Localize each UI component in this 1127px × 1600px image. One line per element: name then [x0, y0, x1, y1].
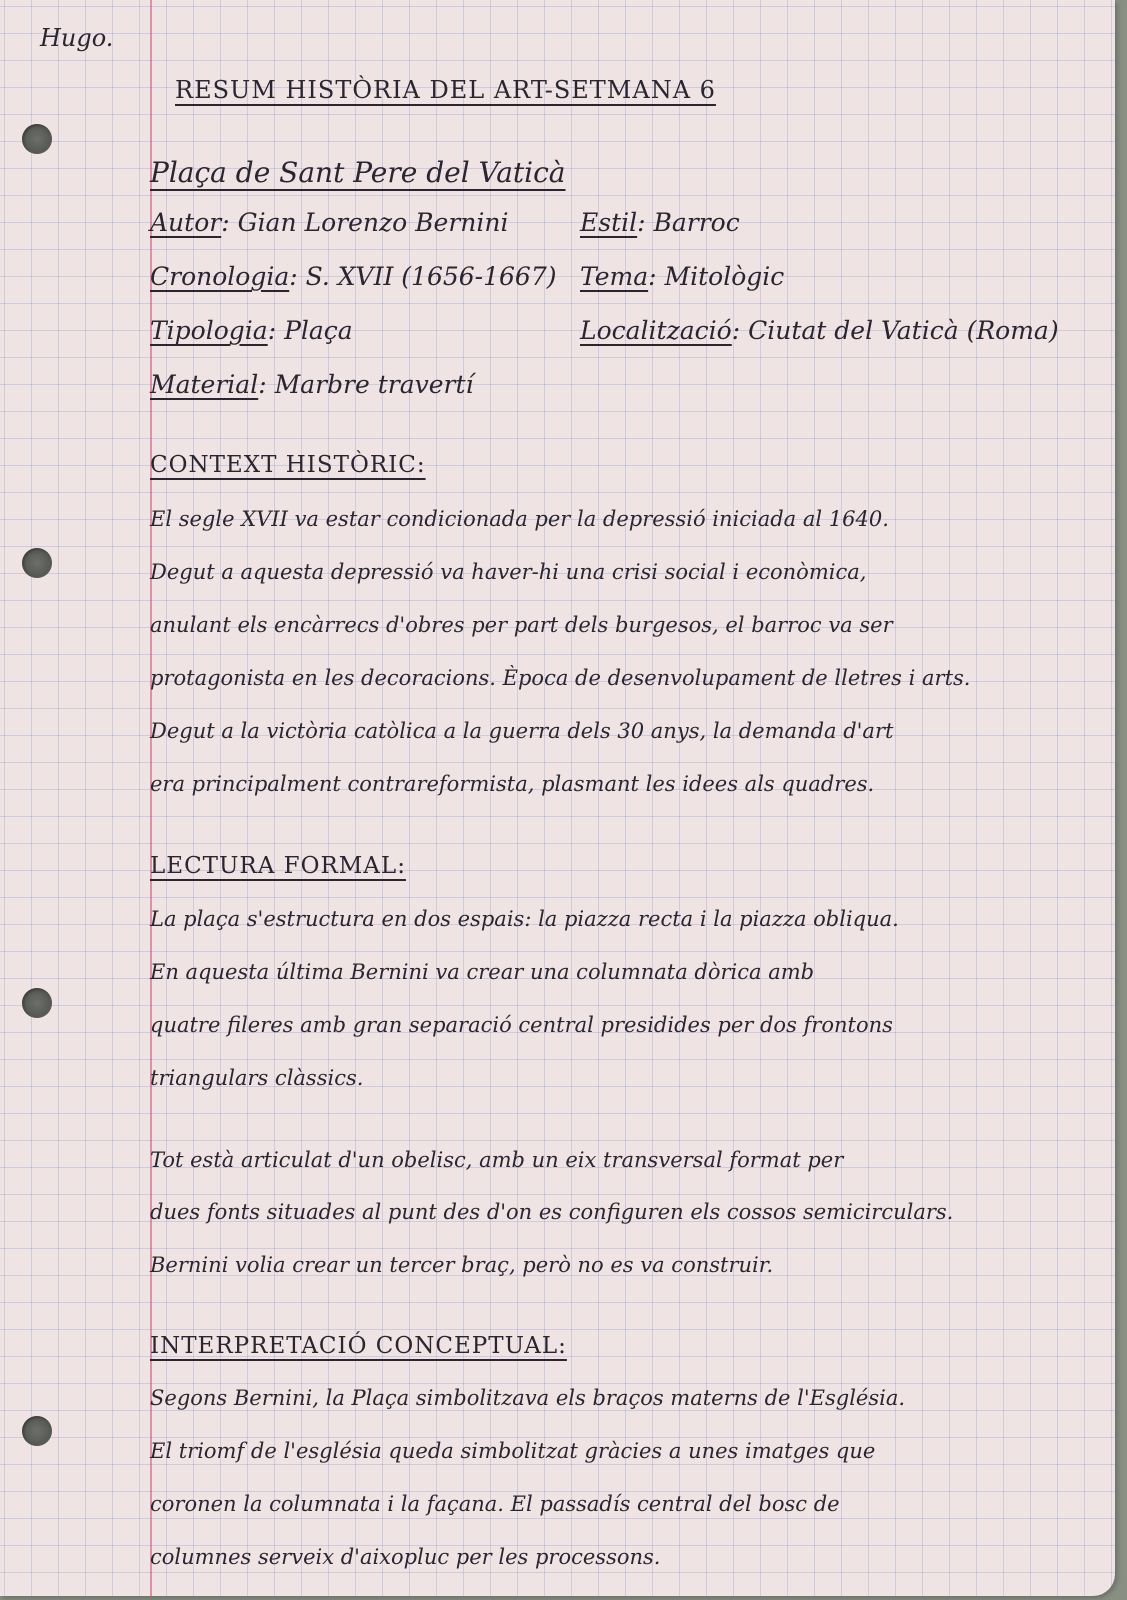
section-heading: LECTURA FORMAL:: [150, 853, 406, 879]
binder-hole: [22, 124, 52, 154]
text-line: Tot està articulat d'un obelisc, amb un eix transversal format per: [150, 1148, 844, 1172]
text-line: Segons Bernini, la Plaça simbolitzava els braços materns de l'Església.: [150, 1386, 906, 1410]
page-title: RESUM HISTÒRIA DEL ART-SETMANA 6: [175, 76, 716, 104]
field-label: Estil: [580, 208, 638, 237]
field-label: Tema: [580, 262, 649, 291]
text-line: columnes serveix d'aixopluc per les processons.: [150, 1545, 661, 1569]
field-label: Autor: [150, 208, 222, 237]
field-tipologia: Tipologia: Plaça: [150, 316, 353, 345]
text-line: dues fonts situades al punt des d'on es configuren els cossos semicirculars.: [150, 1200, 954, 1224]
text-line: era principalment contrareformista, plasmant les idees als quadres.: [150, 772, 875, 796]
field-label: Material: [150, 370, 259, 399]
field-autor: Autor: Gian Lorenzo Bernini: [150, 208, 509, 237]
binder-hole: [22, 988, 52, 1018]
text-line: protagonista en les decoracions. Època de desenvolupament de lletres i arts.: [150, 666, 971, 690]
text-line: quatre fileres amb gran separació central presidides per dos frontons: [150, 1013, 893, 1037]
binder-hole: [22, 1416, 52, 1446]
field-label: Tipologia: [150, 316, 268, 345]
field-label: Cronologia: [150, 262, 290, 291]
binder-hole: [22, 548, 52, 578]
field-value: Plaça: [284, 316, 353, 345]
text-line: triangulars clàssics.: [150, 1066, 364, 1090]
text-line: En aquesta última Bernini va crear una columnata dòrica amb: [150, 960, 815, 984]
field-estil: Estil: Barroc: [580, 208, 740, 237]
text-line: La plaça s'estructura en dos espais: la piazza recta i la piazza obliqua.: [150, 907, 899, 931]
text-line: anulant els encàrrecs d'obres per part dels burgesos, el barroc va ser: [150, 613, 893, 637]
text-line: Degut a la victòria catòlica a la guerra dels 30 anys, la demanda d'art: [150, 719, 894, 743]
field-value: Ciutat del Vaticà (Roma): [748, 316, 1059, 345]
field-label: Localització: [580, 316, 732, 345]
field-cronologia: Cronologia: S. XVII (1656-1667): [150, 262, 557, 291]
section-heading: INTERPRETACIÓ CONCEPTUAL:: [150, 1333, 567, 1359]
field-tema: Tema: Mitològic: [580, 262, 785, 291]
field-value: Mitològic: [664, 262, 785, 291]
artwork-title: Plaça de Sant Pere del Vaticà: [150, 156, 566, 189]
student-name: Hugo.: [40, 24, 114, 52]
field-localitzacio: Localització: Ciutat del Vaticà (Roma): [580, 316, 1059, 345]
field-material: Material: Marbre travertí: [150, 370, 474, 399]
field-value: Gian Lorenzo Bernini: [237, 208, 509, 237]
text-line: El segle XVII va estar condicionada per la depressió iniciada al 1640.: [150, 507, 889, 531]
text-line: coronen la columnata i la façana. El passadís central del bosc de: [150, 1492, 840, 1516]
field-value: Marbre travertí: [274, 370, 474, 399]
field-value: S. XVII (1656-1667): [305, 262, 557, 291]
text-line: Degut a aquesta depressió va haver-hi una crisi social i econòmica,: [150, 560, 867, 584]
field-value: Barroc: [653, 208, 740, 237]
text-line: El triomf de l'església queda simbolitzat gràcies a unes imatges que: [150, 1439, 876, 1463]
text-line: Bernini volia crear un tercer braç, però no es va construir.: [150, 1253, 774, 1277]
section-heading: CONTEXT HISTÒRIC:: [150, 452, 426, 478]
